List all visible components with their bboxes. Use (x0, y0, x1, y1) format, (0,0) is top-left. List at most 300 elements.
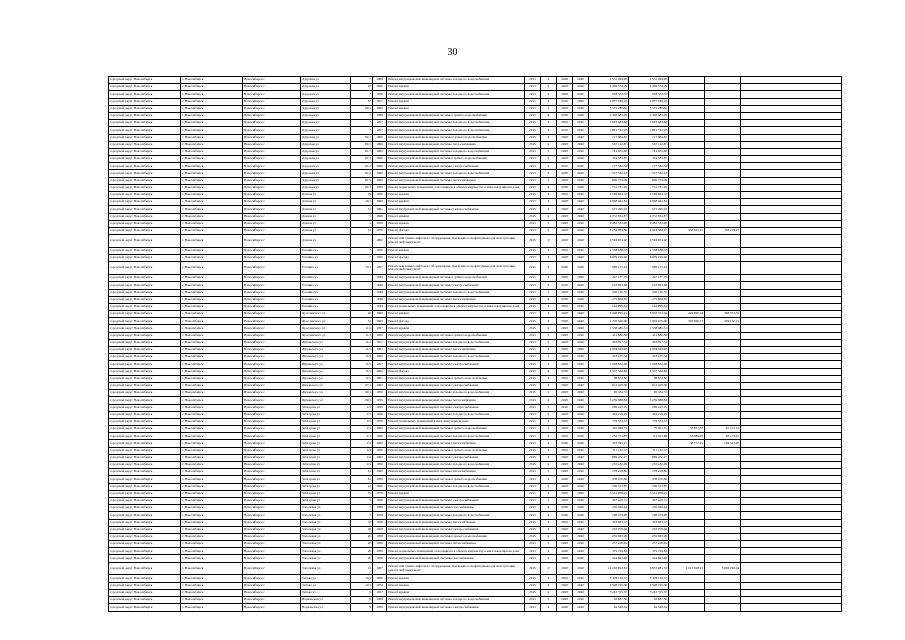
year-cell: 1961 (373, 375, 387, 382)
locality-cell: Новосибирск г (243, 255, 301, 262)
flag-cell: 0 (541, 262, 557, 275)
year-cell: 1966 (373, 213, 387, 220)
year-start-cell: 2015 (525, 98, 541, 105)
year-cell: 1960 (373, 368, 387, 375)
year-end-cell: 2040 (573, 548, 589, 555)
year-plan-cell: 2028 (557, 575, 573, 582)
fund-cost-cell: 913 428,00 (629, 382, 669, 389)
work-type-cell: Ремонт внутридомовой инженерной системы электроснабжения (387, 526, 525, 533)
table-row (109, 235, 842, 248)
municipality-cell: городской округ Новосибирск (109, 490, 181, 497)
year-plan-cell: 2028 (557, 589, 573, 596)
house-cell: 2/4 (351, 447, 373, 454)
year-start-cell: 2015 (525, 148, 541, 155)
flag-cell: 0 (541, 548, 557, 555)
note-cell (741, 604, 842, 612)
year-cell: 1957 (373, 262, 387, 275)
year-cell: 1960 (373, 163, 387, 170)
city-cell: г. Новосибирск (181, 582, 243, 589)
budget-cost-cell (669, 120, 705, 127)
locality-cell: Новосибирск г (243, 433, 301, 440)
year-start-cell: 2015 (525, 589, 541, 596)
total-cost-cell: 3 241 745,37 (589, 589, 629, 596)
budget-cost-cell: 305 846,31 (669, 318, 705, 325)
year-start-cell: 2015 (525, 332, 541, 339)
municipality-cell: городской округ Новосибирск (109, 597, 181, 604)
year-cell: 1960 (373, 177, 387, 184)
house-cell: 20 (351, 541, 373, 548)
page-number: 30 (447, 47, 458, 58)
locality-cell: Новосибирск г (243, 411, 301, 418)
year-plan-cell: 2028 (557, 526, 573, 533)
work-type-cell: Ремонт внутридомовой инженерной системы холодного водоснабжения (387, 77, 525, 84)
budget-cost-cell (669, 411, 705, 418)
work-type-cell: Ремонт внутридомовой инженерной системы электроснабжения (387, 282, 525, 289)
city-cell: г. Новосибирск (181, 339, 243, 346)
street-cell: Жуковского ул (301, 375, 351, 382)
locality-cell: Новосибирск г (243, 170, 301, 177)
city-cell: г. Новосибирск (181, 411, 243, 418)
owners-cost-cell (705, 199, 741, 206)
year-start-cell: 2015 (525, 318, 541, 325)
year-end-cell: 2040 (573, 318, 589, 325)
locality-cell: Новосибирск г (243, 235, 301, 248)
city-cell: г. Новосибирск (181, 213, 243, 220)
fund-cost-cell: 203 078,46 (629, 526, 669, 533)
note-cell (741, 170, 842, 177)
city-cell: г. Новосибирск (181, 519, 243, 526)
owners-cost-cell (705, 575, 741, 582)
year-cell: 1946 (373, 275, 387, 282)
city-cell: г. Новосибирск (181, 418, 243, 425)
year-cell: 1958 (373, 555, 387, 562)
year-cell: 1960 (373, 84, 387, 91)
year-cell: 1960 (373, 354, 387, 361)
owners-cost-cell (705, 361, 741, 368)
owners-cost-cell (705, 476, 741, 483)
year-start-cell: 2015 (525, 375, 541, 382)
total-cost-cell: 227 565,41 (589, 170, 629, 177)
house-cell: 9 (351, 604, 373, 612)
owners-cost-cell (705, 262, 741, 275)
fund-cost-cell: 421 886,38 (629, 332, 669, 339)
flag-cell: 0 (541, 433, 557, 440)
table-row (109, 361, 842, 368)
year-plan-cell: 2028 (557, 255, 573, 262)
owners-cost-cell: 358 218,91 (705, 227, 741, 234)
note-cell (741, 433, 842, 440)
work-type-cell: Ремонт внутридомовой инженерной системы электроснабжения (387, 497, 525, 504)
locality-cell: Новосибирск г (243, 375, 301, 382)
year-end-cell: 2040 (573, 597, 589, 604)
city-cell: г. Новосибирск (181, 282, 243, 289)
year-plan-cell: 2028 (557, 325, 573, 332)
year-start-cell: 2015 (525, 397, 541, 404)
year-plan-cell: 2016 (557, 282, 573, 289)
year-end-cell: 2040 (573, 148, 589, 155)
house-cell: 61 (351, 227, 373, 234)
house-cell: 11/4 (351, 347, 373, 354)
street-cell: Тополевая ул (301, 519, 351, 526)
year-start-cell: 2015 (525, 134, 541, 141)
fund-cost-cell: 2 598 745,00 (629, 582, 669, 589)
year-start-cell: 2015 (525, 483, 541, 490)
owners-cost-cell (705, 91, 741, 98)
total-cost-cell: 4 234 069,80 (589, 227, 629, 234)
year-cell: 1959 (373, 397, 387, 404)
note-cell (741, 555, 842, 562)
street-cell: Дачная ул (301, 220, 351, 227)
city-cell: г. Новосибирск (181, 184, 243, 191)
work-type-cell: Ремонт крыши (387, 589, 525, 596)
street-cell: Дачная ул (301, 227, 351, 234)
street-cell: Есенина ул (301, 247, 351, 254)
street-cell: Даурская ул (301, 77, 351, 84)
note-cell (741, 262, 842, 275)
budget-cost-cell (669, 289, 705, 296)
total-cost-cell: 421 886,38 (589, 332, 629, 339)
municipality-cell: городской округ Новосибирск (109, 170, 181, 177)
flag-cell: 0 (541, 361, 557, 368)
year-start-cell: 2015 (525, 575, 541, 582)
work-type-cell: Ремонт внутридомовой инженерной системы электроснабжения (387, 361, 525, 368)
owners-cost-cell (705, 541, 741, 548)
year-end-cell: 2040 (573, 184, 589, 191)
year-end-cell: 2040 (573, 206, 589, 213)
table-row (109, 483, 842, 490)
locality-cell: Новосибирск г (243, 148, 301, 155)
municipality-cell: городской округ Новосибирск (109, 206, 181, 213)
flag-cell: 0 (541, 483, 557, 490)
table-row (109, 347, 842, 354)
municipality-cell: городской округ Новосибирск (109, 213, 181, 220)
work-type-cell: Ремонт крыши (387, 490, 525, 497)
municipality-cell: городской округ Новосибирск (109, 526, 181, 533)
budget-cost-cell (669, 156, 705, 163)
work-type-cell: Ремонт внутридомовой инженерной системы электроснабжения (387, 454, 525, 461)
year-end-cell: 2040 (573, 220, 589, 227)
fund-cost-cell: 2 593 951,40 (629, 235, 669, 248)
budget-cost-cell (669, 141, 705, 148)
city-cell: г. Новосибирск (181, 512, 243, 519)
municipality-cell: городской округ Новосибирск (109, 575, 181, 582)
table-row (109, 505, 842, 512)
year-plan-cell: 2028 (557, 275, 573, 282)
year-plan-cell: 2028 (557, 148, 573, 155)
owners-cost-cell (705, 397, 741, 404)
note-cell (741, 505, 842, 512)
locality-cell: Новосибирск г (243, 325, 301, 332)
table-row (109, 469, 842, 476)
city-cell: г. Новосибирск (181, 170, 243, 177)
locality-cell: Новосибирск г (243, 483, 301, 490)
house-cell (351, 296, 373, 303)
table-row (109, 199, 842, 206)
year-cell: 1962 (373, 347, 387, 354)
city-cell: г. Новосибирск (181, 296, 243, 303)
street-cell: Дачная ул (301, 192, 351, 199)
year-plan-cell: 2028 (557, 192, 573, 199)
fund-cost-cell: 233 182,49 (629, 462, 669, 469)
table-row (109, 296, 842, 303)
year-plan-cell: 2028 (557, 213, 573, 220)
city-cell: г. Новосибирск (181, 325, 243, 332)
year-start-cell: 2015 (525, 497, 541, 504)
street-cell: Титова ул (301, 589, 351, 596)
owners-cost-cell (705, 105, 741, 112)
house-cell: 11/5 (351, 368, 373, 375)
street-cell: Даурская ул (301, 84, 351, 91)
city-cell: г. Новосибирск (181, 112, 243, 119)
locality-cell: Новосибирск г (243, 589, 301, 596)
locality-cell: Новосибирск г (243, 120, 301, 127)
city-cell: г. Новосибирск (181, 597, 243, 604)
year-cell: 1956 (373, 247, 387, 254)
street-cell: Забалуева ул (301, 462, 351, 469)
owners-cost-cell (705, 235, 741, 248)
municipality-cell: городской округ Новосибирск (109, 604, 181, 612)
year-cell: 1956 (373, 255, 387, 262)
flag-cell: 0 (541, 206, 557, 213)
municipality-cell: городской округ Новосибирск (109, 555, 181, 562)
year-end-cell: 2040 (573, 177, 589, 184)
year-start-cell: 2015 (525, 555, 541, 562)
note-cell (741, 418, 842, 425)
house-cell: 99/1 (351, 390, 373, 397)
year-start-cell: 2015 (525, 526, 541, 533)
owners-cost-cell (705, 77, 741, 84)
locality-cell: Новосибирск г (243, 105, 301, 112)
total-cost-cell: 860 752,28 (589, 177, 629, 184)
year-cell: 1960 (373, 440, 387, 447)
year-cell: 1960 (373, 141, 387, 148)
note-cell (741, 255, 842, 262)
year-start-cell: 2015 (525, 213, 541, 220)
fund-cost-cell: 2 537 322,86 (629, 368, 669, 375)
owners-cost-cell (705, 533, 741, 540)
street-cell: Дачная ул (301, 235, 351, 248)
total-cost-cell: 913 428,00 (589, 382, 629, 389)
year-cell: 1958 (373, 541, 387, 548)
budget-cost-cell (669, 339, 705, 346)
work-type-cell: Ремонт внутридомовой инженерной системы холодного водоснабжения (387, 354, 525, 361)
city-cell: г. Новосибирск (181, 375, 243, 382)
city-cell: г. Новосибирск (181, 490, 243, 497)
city-cell: г. Новосибирск (181, 141, 243, 148)
year-end-cell: 2040 (573, 375, 589, 382)
street-cell: Дачная ул (301, 213, 351, 220)
work-type-cell: Ремонт фасада (387, 318, 525, 325)
street-cell: Даурская ул (301, 98, 351, 105)
house-cell: 7 (351, 255, 373, 262)
work-type-cell: Ремонт внутридомовой инженерной системы горячего водоснабжения (387, 332, 525, 339)
year-start-cell: 2015 (525, 199, 541, 206)
year-end-cell: 2040 (573, 105, 589, 112)
municipality-cell: городской округ Новосибирск (109, 148, 181, 155)
total-cost-cell: 2 878 328,28 (589, 347, 629, 354)
house-cell: 2/4 (351, 462, 373, 469)
street-cell: Норильская ул (301, 604, 351, 612)
work-type-cell: Ремонт внутридомовой инженерной системы холодного водоснабжения (387, 120, 525, 127)
municipality-cell: городской округ Новосибирск (109, 112, 181, 119)
year-cell: 1957 (373, 339, 387, 346)
year-plan-cell: 2028 (557, 597, 573, 604)
year-cell: 1960 (373, 382, 387, 389)
year-start-cell: 2015 (525, 390, 541, 397)
budget-cost-cell (669, 255, 705, 262)
budget-cost-cell (669, 296, 705, 303)
fund-cost-cell: 4 639 220,00 (629, 255, 669, 262)
fund-cost-cell: 1 625 483,68 (629, 120, 669, 127)
note-cell (741, 289, 842, 296)
total-cost-cell: 1 320 685,29 (589, 112, 629, 119)
budget-cost-cell (669, 490, 705, 497)
total-cost-cell: 1 625 483,68 (589, 120, 629, 127)
table-row (109, 541, 842, 548)
year-start-cell: 2015 (525, 163, 541, 170)
year-plan-cell: 2028 (557, 433, 573, 440)
total-cost-cell: 178 229,80 (589, 469, 629, 476)
city-cell: г. Новосибирск (181, 476, 243, 483)
year-plan-cell: 2028 (557, 77, 573, 84)
municipality-cell: городской округ Новосибирск (109, 105, 181, 112)
municipality-cell: городской округ Новосибирск (109, 354, 181, 361)
flag-cell: 0 (541, 526, 557, 533)
work-type-cell: Ремонт крыши (387, 199, 525, 206)
municipality-cell: городской округ Новосибирск (109, 156, 181, 163)
table-row (109, 311, 842, 318)
owners-cost-cell (705, 411, 741, 418)
municipality-cell: городской округ Новосибирск (109, 483, 181, 490)
year-start-cell: 2015 (525, 206, 541, 213)
locality-cell: Новосибирск г (243, 282, 301, 289)
street-cell: Даурская ул (301, 134, 351, 141)
total-cost-cell: 275 860,65 (589, 296, 629, 303)
city-cell: г. Новосибирск (181, 255, 243, 262)
budget-cost-cell (669, 589, 705, 596)
municipality-cell: городской округ Новосибирск (109, 447, 181, 454)
locality-cell: Новосибирск г (243, 512, 301, 519)
note-cell (741, 426, 842, 433)
fund-cost-cell: 2 423 380,97 (629, 227, 669, 234)
note-cell (741, 597, 842, 604)
year-start-cell: 2015 (525, 184, 541, 191)
fund-cost-cell: 177 382,54 (629, 163, 669, 170)
table-row (109, 375, 842, 382)
fund-cost-cell: 62 328,04 (629, 604, 669, 612)
flag-cell: 0 (541, 582, 557, 589)
total-cost-cell: 338 970,66 (589, 476, 629, 483)
year-start-cell: 2015 (525, 296, 541, 303)
street-cell: Даурская ул (301, 91, 351, 98)
locality-cell: Новосибирск г (243, 533, 301, 540)
year-plan-cell: 2028 (557, 368, 573, 375)
street-cell: Норильская ул (301, 597, 351, 604)
street-cell: Тополевая ул (301, 555, 351, 562)
owners-cost-cell (705, 418, 741, 425)
street-cell: Титова ул (301, 575, 351, 582)
locality-cell: Новосибирск г (243, 454, 301, 461)
owners-cost-cell (705, 163, 741, 170)
year-start-cell: 2015 (525, 597, 541, 604)
municipality-cell: городской округ Новосибирск (109, 512, 181, 519)
note-cell (741, 397, 842, 404)
year-plan-cell: 2028 (557, 141, 573, 148)
note-cell (741, 533, 842, 540)
municipality-cell: городской округ Новосибирск (109, 262, 181, 275)
street-cell: Даурская ул (301, 156, 351, 163)
house-cell: 81/2 (351, 184, 373, 191)
budget-cost-cell (669, 77, 705, 84)
flag-cell: 0 (541, 490, 557, 497)
note-cell (741, 325, 842, 332)
city-cell: г. Новосибирск (181, 447, 243, 454)
work-type-cell: Ремонт подвальных помещений, относящихся к общему имуществу в многоквартирном доме (387, 184, 525, 191)
table-row (109, 105, 842, 112)
city-cell: г. Новосибирск (181, 289, 243, 296)
locality-cell: Новосибирск г (243, 462, 301, 469)
budget-cost-cell (669, 390, 705, 397)
note-cell (741, 361, 842, 368)
fund-cost-cell: 6 637 081,53 (629, 562, 669, 575)
total-cost-cell: 255 963,96 (589, 533, 629, 540)
budget-cost-cell (669, 303, 705, 310)
street-cell: Даурская ул (301, 184, 351, 191)
year-cell: 1958 (373, 597, 387, 604)
table-row (109, 404, 842, 411)
total-cost-cell: 4 483 333,00 (589, 220, 629, 227)
flag-cell: 0 (541, 476, 557, 483)
year-end-cell: 2040 (573, 213, 589, 220)
work-type-cell: Ремонт крыши (387, 84, 525, 91)
budget-cost-cell (669, 91, 705, 98)
house-cell: 9 (351, 597, 373, 604)
year-plan-cell: 2028 (557, 206, 573, 213)
year-cell: 1948 (373, 303, 387, 310)
budget-cost-cell (669, 604, 705, 612)
total-cost-cell: 203 078,46 (589, 526, 629, 533)
municipality-cell: городской округ Новосибирск (109, 397, 181, 404)
work-type-cell: Ремонт внутридомовой инженерной системы горячего водоснабжения (387, 112, 525, 119)
city-cell: г. Новосибирск (181, 541, 243, 548)
flag-cell: 0 (541, 368, 557, 375)
city-cell: г. Новосибирск (181, 303, 243, 310)
total-cost-cell: 1 338 188,33 (589, 247, 629, 254)
locality-cell: Новосибирск г (243, 440, 301, 447)
city-cell: г. Новосибирск (181, 505, 243, 512)
street-cell: Жуковского ул (301, 347, 351, 354)
municipality-cell: городской округ Новосибирск (109, 247, 181, 254)
owners-cost-cell (705, 112, 741, 119)
table-row (109, 476, 842, 483)
total-cost-cell: 3 403 150,51 (589, 575, 629, 582)
total-cost-cell: 4 732 654,87 (589, 213, 629, 220)
year-cell: 1958 (373, 476, 387, 483)
municipality-cell: городской округ Новосибирск (109, 220, 181, 227)
locality-cell: Новосибирск г (243, 562, 301, 575)
locality-cell: Новосибирск г (243, 575, 301, 582)
owners-cost-cell (705, 247, 741, 254)
street-cell: Забалуева ул (301, 490, 351, 497)
year-plan-cell: 2028 (557, 555, 573, 562)
locality-cell: Новосибирск г (243, 339, 301, 346)
locality-cell: Новосибирск г (243, 311, 301, 318)
budget-cost-cell (669, 404, 705, 411)
flag-cell: 0 (541, 447, 557, 454)
fund-cost-cell: 3 239 888,82 (629, 397, 669, 404)
total-cost-cell: 542 999,02 (589, 303, 629, 310)
locality-cell: Новосибирск г (243, 220, 301, 227)
